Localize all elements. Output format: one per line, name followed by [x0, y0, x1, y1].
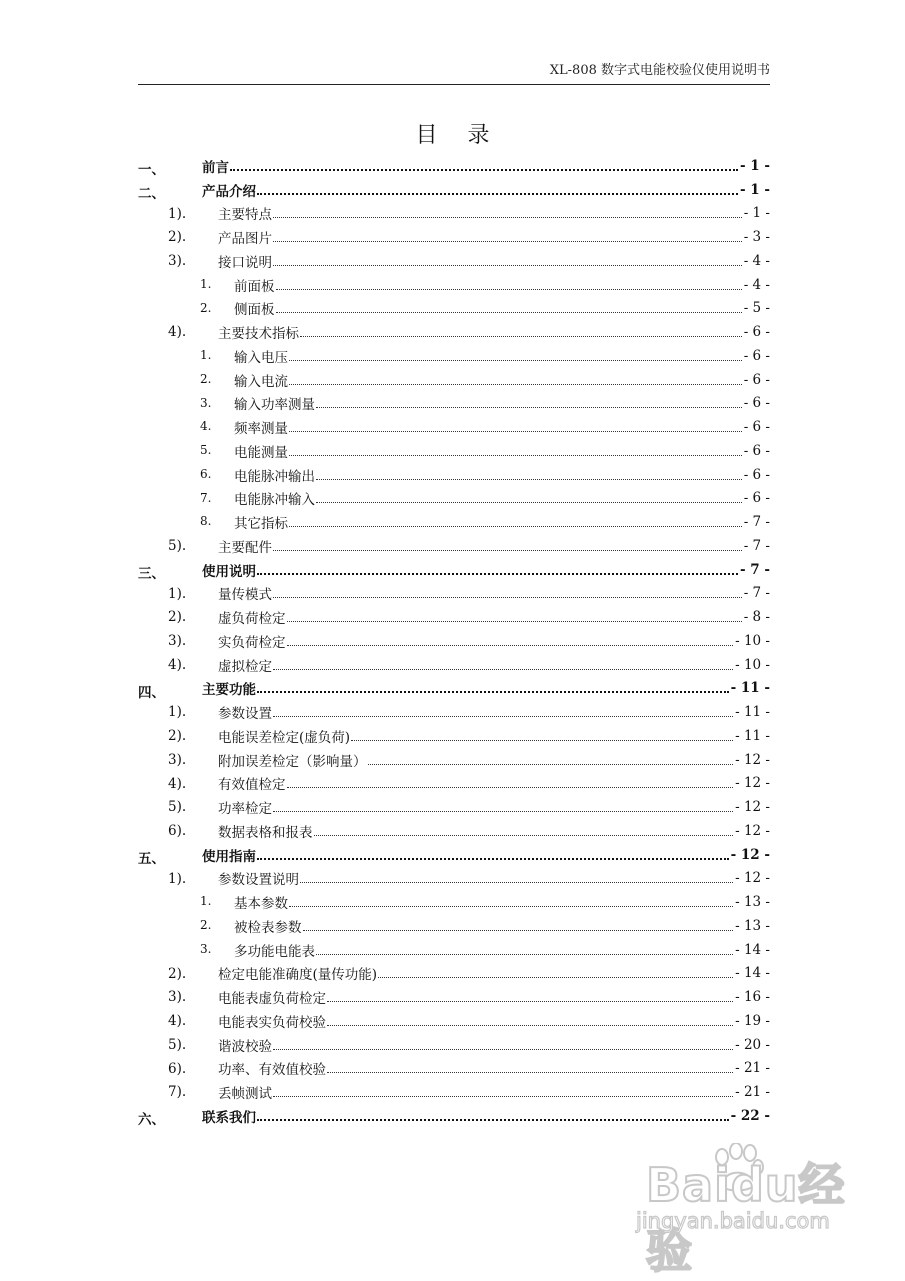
toc-entry-page: - 6 - — [743, 466, 770, 483]
toc-entry[interactable] — [138, 1033, 770, 1057]
toc-entry-label: 电能测量 — [234, 444, 288, 461]
toc-entry-number: 4). — [168, 324, 187, 341]
toc-entry[interactable] — [138, 795, 770, 819]
toc-entry[interactable] — [138, 225, 770, 249]
toc-entry-page: - 8 - — [743, 609, 770, 626]
toc-entry[interactable] — [138, 439, 770, 463]
toc-entry-page: - 12 - — [735, 822, 770, 839]
toc-entry[interactable] — [138, 700, 770, 724]
dot-leader — [273, 582, 742, 606]
toc-entry-number: 6). — [168, 823, 187, 839]
toc-entry-page: - 16 - — [735, 989, 770, 1006]
toc-entry-page: - 5 - — [743, 300, 770, 317]
toc-entry-line — [218, 985, 770, 1009]
toc-entry-line — [218, 962, 770, 986]
toc-entry-page: - 11 - — [735, 727, 770, 744]
toc-entry-line — [218, 249, 770, 273]
toc-entry-line — [218, 225, 770, 249]
toc-entry-line — [218, 1080, 770, 1104]
toc-entry-number: 2). — [168, 609, 187, 626]
toc-entry-page: - 12 - — [735, 751, 770, 768]
toc-entry-label: 参数设置说明 — [218, 872, 299, 889]
dot-leader — [289, 890, 733, 914]
toc-entry-number: 一、 — [138, 162, 165, 178]
toc-entry-number: 1. — [200, 276, 212, 291]
toc-entry[interactable] — [138, 202, 770, 226]
toc-entry[interactable] — [138, 605, 770, 629]
toc-entry[interactable] — [138, 772, 770, 796]
toc-entry-page: - 6 - — [743, 419, 770, 436]
toc-entry-label: 功率检定 — [218, 801, 272, 818]
toc-entry-number: 3. — [200, 395, 212, 410]
toc-entry-page: - 6 - — [743, 371, 770, 388]
toc-entry-number: 1). — [168, 704, 187, 721]
toc-entry-line — [218, 534, 770, 558]
toc-entry[interactable] — [138, 178, 770, 202]
table-of-contents — [138, 154, 770, 1128]
toc-entry[interactable] — [138, 249, 770, 273]
toc-entry[interactable] — [138, 534, 770, 558]
toc-entry-label: 频率测量 — [234, 421, 288, 438]
toc-entry-page: - 21 - — [735, 1060, 770, 1077]
dot-leader — [316, 487, 742, 511]
toc-entry-label: 主要配件 — [218, 539, 272, 556]
toc-entry-page: - 12 - — [735, 775, 770, 792]
toc-entry-page: - 4 - — [743, 252, 770, 269]
toc-entry-label: 虚负荷检定 — [218, 611, 286, 628]
toc-entry-line — [218, 795, 770, 819]
dot-leader — [276, 273, 742, 297]
toc-entry-line — [202, 843, 770, 867]
toc-entry-line — [234, 415, 770, 439]
toc-entry[interactable] — [138, 653, 770, 677]
toc-entry-label: 被检表参数 — [234, 919, 302, 936]
toc-entry-label: 谐波校验 — [218, 1038, 272, 1055]
dot-leader — [273, 795, 733, 819]
toc-entry-number: 5). — [168, 799, 187, 816]
toc-entry-number: 3). — [168, 253, 187, 269]
toc-entry-line — [234, 487, 770, 511]
dot-leader — [300, 867, 733, 891]
dot-leader — [257, 1104, 729, 1128]
toc-entry[interactable] — [138, 320, 770, 344]
toc-entry-line — [218, 748, 770, 772]
dot-leader — [273, 534, 742, 558]
toc-entry-line — [202, 677, 770, 701]
toc-entry-label: 数据表格和报表 — [218, 824, 313, 841]
toc-entry-number: 2). — [168, 965, 187, 982]
toc-entry-number: 5. — [200, 443, 212, 457]
toc-entry[interactable] — [138, 415, 770, 439]
toc-entry-label: 电能表实负荷校验 — [218, 1014, 326, 1031]
toc-entry[interactable] — [138, 985, 770, 1009]
toc-entry-number: 2. — [200, 371, 212, 386]
toc-entry-number: 二、 — [138, 185, 165, 202]
toc-entry-page: - 14 - — [735, 941, 770, 958]
toc-entry-number: 4). — [168, 656, 187, 673]
toc-entry-line — [234, 938, 770, 962]
toc-entry-number: 1. — [200, 894, 212, 909]
dot-leader — [287, 605, 742, 629]
dot-leader — [257, 843, 729, 867]
toc-entry-number: 4). — [168, 1013, 187, 1029]
toc-entry-line — [234, 510, 770, 534]
toc-entry-label: 电能脉冲输入 — [234, 492, 315, 509]
toc-entry-number: 8. — [200, 514, 212, 529]
toc-entry-number: 2. — [200, 918, 212, 932]
toc-entry-label: 主要功能 — [202, 682, 256, 699]
toc-entry[interactable] — [138, 297, 770, 321]
baidu-watermark — [628, 1135, 868, 1278]
toc-entry-label: 主要技术指标 — [218, 326, 299, 343]
toc-entry-number: 4. — [200, 419, 212, 434]
toc-entry[interactable] — [138, 724, 770, 748]
toc-entry-page: - 7 - — [743, 585, 770, 602]
toc-entry[interactable] — [138, 1104, 770, 1128]
toc-entry-line — [234, 297, 770, 321]
dot-leader — [289, 415, 742, 439]
toc-entry-page: - 7 - — [740, 561, 770, 578]
dot-leader — [230, 154, 738, 178]
toc-entry-label: 联系我们 — [202, 1109, 256, 1126]
toc-entry-label: 电能表虚负荷检定 — [218, 991, 326, 1008]
toc-entry-page: - 13 - — [735, 894, 770, 911]
toc-entry-number: 2. — [200, 300, 212, 315]
toc-entry-line — [218, 629, 770, 653]
dot-leader — [273, 225, 742, 249]
dot-leader — [289, 368, 742, 392]
toc-entry-label: 电能误差检定(虚负荷) — [218, 729, 351, 746]
toc-entry-line — [202, 558, 770, 582]
toc-entry-label: 输入功率测量 — [234, 397, 315, 414]
toc-entry-label: 电能脉冲输出 — [234, 468, 315, 485]
toc-entry-number: 2). — [168, 229, 187, 246]
toc-entry-line — [218, 202, 770, 226]
toc-entry-label: 输入电压 — [234, 349, 288, 366]
toc-entry[interactable] — [138, 344, 770, 368]
dot-leader — [378, 962, 733, 986]
toc-entry-line — [234, 392, 770, 416]
dot-leader — [276, 297, 742, 321]
dot-leader — [273, 653, 733, 677]
toc-entry-line — [218, 605, 770, 629]
toc-entry-label: 输入电流 — [234, 373, 288, 390]
toc-entry-number: 1). — [168, 585, 187, 602]
toc-entry-line — [218, 819, 770, 843]
toc-entry[interactable] — [138, 510, 770, 534]
dot-leader — [257, 677, 729, 701]
toc-entry-page: - 14 - — [735, 965, 770, 982]
toc-entry-page: - 10 - — [735, 656, 770, 673]
toc-entry[interactable] — [138, 273, 770, 297]
watermark-url: jingyan.baidu.com — [636, 1209, 830, 1233]
toc-entry[interactable] — [138, 962, 770, 986]
toc-entry[interactable] — [138, 463, 770, 487]
toc-entry-label: 使用说明 — [202, 563, 256, 580]
toc-entry-number: 7). — [168, 1084, 187, 1101]
toc-entry-label: 产品介绍 — [202, 183, 256, 200]
dot-leader — [273, 249, 742, 273]
dot-leader — [316, 463, 742, 487]
toc-entry-page: - 7 - — [743, 537, 770, 554]
toc-entry-page: - 10 - — [735, 632, 770, 649]
toc-entry[interactable] — [138, 1009, 770, 1033]
toc-entry-page: - 12 - — [730, 846, 770, 863]
toc-entry-label: 功率、有效值校验 — [218, 1062, 326, 1079]
toc-entry-page: - 6 - — [743, 442, 770, 459]
toc-entry[interactable] — [138, 677, 770, 701]
toc-entry[interactable] — [138, 629, 770, 653]
dot-leader — [316, 938, 733, 962]
toc-entry-page: - 7 - — [743, 514, 770, 531]
toc-entry-page: - 21 - — [735, 1084, 770, 1101]
toc-entry-line — [234, 439, 770, 463]
toc-entry-line — [234, 914, 770, 938]
dot-leader — [257, 558, 738, 582]
toc-entry-label: 实负荷检定 — [218, 634, 286, 651]
toc-entry-number: 3. — [200, 941, 212, 956]
toc-entry-page: - 22 - — [730, 1107, 770, 1124]
toc-entry-line — [218, 320, 770, 344]
toc-entry[interactable] — [138, 582, 770, 606]
running-header — [138, 62, 770, 85]
toc-entry-label: 其它指标 — [234, 516, 288, 533]
toc-entry-line — [218, 724, 770, 748]
toc-entry-label: 产品图片 — [218, 231, 272, 248]
toc-entry-page: - 6 - — [743, 324, 770, 341]
toc-entry-page: - 6 - — [743, 347, 770, 364]
toc-entry-label: 附加误差检定（影响量） — [218, 753, 367, 770]
page-title: 目录 — [415, 123, 520, 148]
toc-entry-line — [218, 1057, 770, 1081]
dot-leader — [289, 439, 742, 463]
toc-entry[interactable] — [138, 392, 770, 416]
toc-entry-number: 2). — [168, 728, 187, 744]
toc-entry-line — [218, 1009, 770, 1033]
toc-entry-page: - 11 - — [735, 704, 770, 721]
toc-entry-label: 前面板 — [234, 278, 275, 295]
header-doc-title: XL-808 数字式电能校验仪使用说明书 — [549, 63, 770, 78]
toc-entry-number: 6). — [168, 1060, 187, 1077]
toc-entry-page: - 12 - — [735, 799, 770, 816]
dot-leader — [368, 748, 734, 772]
toc-entry-line — [202, 178, 770, 202]
dot-leader — [327, 1009, 733, 1033]
dot-leader — [273, 1080, 733, 1104]
toc-entry-label: 有效值检定 — [218, 777, 286, 794]
toc-entry-page: - 4 - — [743, 276, 770, 293]
toc-entry-line — [234, 463, 770, 487]
dot-leader — [273, 202, 742, 226]
dot-leader — [314, 819, 734, 843]
toc-entry[interactable] — [138, 487, 770, 511]
dot-leader — [273, 1033, 733, 1057]
toc-entry-page: - 6 - — [743, 395, 770, 412]
toc-entry[interactable] — [138, 368, 770, 392]
dot-leader — [287, 629, 734, 653]
toc-entry-line — [202, 154, 770, 178]
toc-entry-page: - 1 - — [740, 181, 770, 198]
toc-entry-page: - 1 - — [743, 205, 770, 222]
dot-leader — [300, 320, 742, 344]
toc-entry[interactable] — [138, 938, 770, 962]
dot-leader — [289, 510, 742, 534]
toc-entry[interactable] — [138, 1057, 770, 1081]
toc-entry-label: 量传模式 — [218, 587, 272, 604]
toc-entry-number: 3). — [168, 989, 187, 1006]
toc-entry-page: - 12 - — [735, 870, 770, 887]
toc-entry-label: 前言 — [202, 159, 229, 176]
toc-entry[interactable] — [138, 748, 770, 772]
toc-entry-number: 四、 — [138, 684, 165, 701]
dot-leader — [303, 914, 734, 938]
dot-leader — [327, 1057, 733, 1081]
dot-leader — [257, 178, 738, 202]
toc-entry-label: 主要特点 — [218, 207, 272, 224]
toc-entry-label: 接口说明 — [218, 254, 272, 271]
toc-entry-line — [218, 867, 770, 891]
toc-entry-page: - 6 - — [743, 490, 770, 507]
dot-leader — [287, 772, 734, 796]
toc-entry-number: 5). — [168, 1036, 187, 1053]
toc-entry-line — [234, 273, 770, 297]
toc-entry-number: 6. — [200, 466, 212, 481]
toc-entry-page: - 20 - — [735, 1036, 770, 1053]
toc-entry-line — [218, 700, 770, 724]
toc-entry-line — [234, 344, 770, 368]
toc-entry-line — [218, 582, 770, 606]
toc-entry-number: 1). — [168, 870, 187, 887]
watermark-brand: Baidu经验 — [646, 1158, 846, 1278]
toc-entry-page: - 11 - — [730, 680, 770, 697]
toc-entry-label: 多功能电能表 — [234, 943, 315, 960]
toc-entry-label: 虚拟检定 — [218, 658, 272, 675]
toc-entry-page: - 1 - — [740, 157, 770, 174]
dot-leader — [289, 344, 742, 368]
toc-entry-page: - 13 - — [735, 917, 770, 934]
toc-entry-line — [202, 1104, 770, 1128]
toc-entry[interactable] — [138, 819, 770, 843]
toc-entry-number: 3). — [168, 633, 187, 649]
toc-entry[interactable] — [138, 154, 770, 178]
toc-entry-number: 5). — [168, 538, 187, 554]
toc-entry-number: 五、 — [138, 850, 165, 867]
toc-entry[interactable] — [138, 890, 770, 914]
toc-entry-line — [218, 1033, 770, 1057]
toc-entry[interactable] — [138, 1080, 770, 1104]
toc-entry[interactable] — [138, 558, 770, 582]
toc-entry-label: 使用指南 — [202, 848, 256, 865]
toc-entry-label: 检定电能准确度(量传功能) — [218, 967, 378, 984]
toc-entry-number: 六、 — [138, 1112, 165, 1128]
toc-entry-number: 三、 — [138, 565, 165, 582]
toc-entry-number: 1). — [168, 205, 187, 222]
toc-entry-number: 3). — [168, 751, 187, 768]
dot-leader — [351, 724, 733, 748]
toc-entry-line — [234, 890, 770, 914]
toc-entry[interactable] — [138, 867, 770, 891]
toc-entry-line — [218, 653, 770, 677]
dot-leader — [273, 700, 733, 724]
toc-entry-line — [234, 368, 770, 392]
dot-leader — [327, 985, 733, 1009]
toc-entry-label: 侧面板 — [234, 302, 275, 319]
toc-entry-line — [218, 772, 770, 796]
dot-leader — [316, 392, 742, 416]
toc-entry-number: 7. — [200, 490, 212, 505]
toc-entry[interactable] — [138, 914, 770, 938]
toc-entry-label: 参数设置 — [218, 706, 272, 723]
toc-entry-label: 基本参数 — [234, 896, 288, 913]
toc-entry[interactable] — [138, 843, 770, 867]
toc-entry-page: - 3 - — [743, 229, 770, 246]
toc-entry-number: 1. — [200, 348, 212, 362]
toc-entry-page: - 19 - — [735, 1012, 770, 1029]
toc-entry-label: 丢帧测试 — [218, 1086, 272, 1103]
toc-entry-number: 4). — [168, 775, 187, 792]
